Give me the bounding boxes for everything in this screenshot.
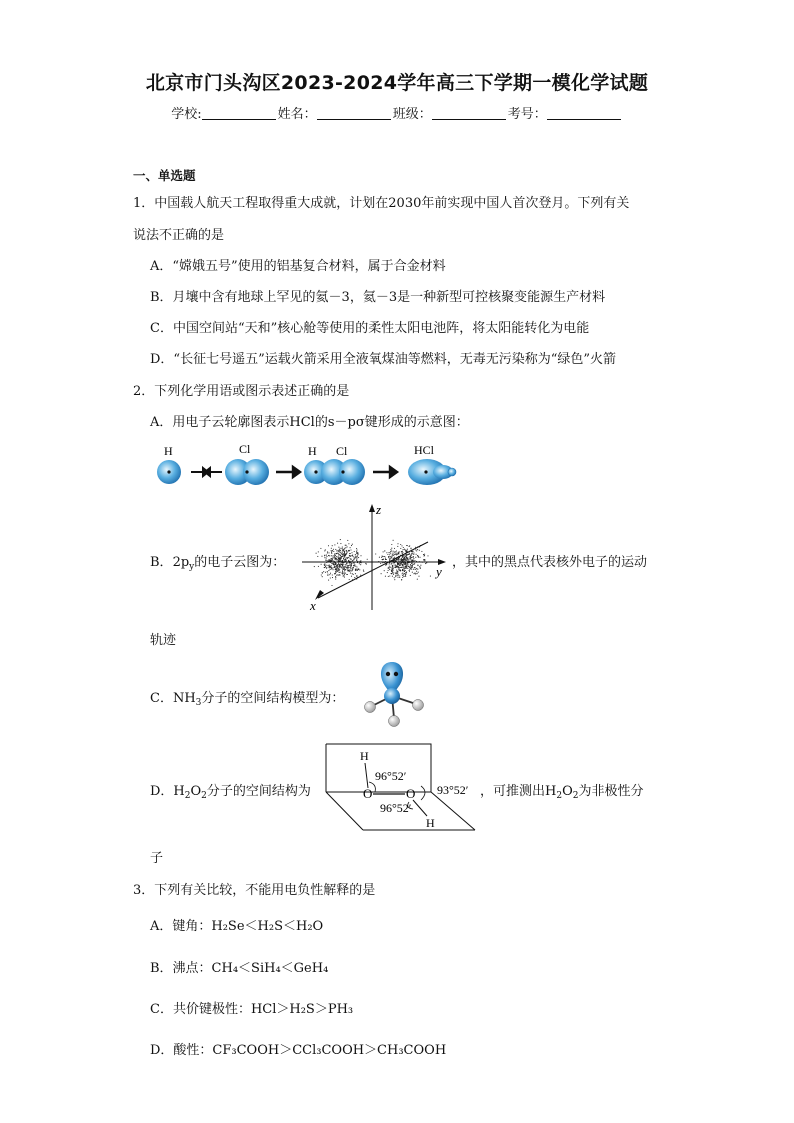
q1-stem-line1: 1．中国载人航天工程取得重大成就，计划在2030年前实现中国人首次登月。下列有关	[133, 196, 630, 211]
nh3-model-figure	[358, 658, 428, 730]
h-atom-top: H	[360, 749, 369, 763]
q2-option-d-line2: 子	[150, 851, 164, 866]
axis-z-label: z	[376, 502, 382, 517]
page-title: 北京市门头沟区2023-2024学年高三下学期一模化学试题	[145, 72, 649, 94]
label-cl-2: Cl	[336, 444, 348, 458]
q1-option-c: C．中国空间站“天和”核心舱等使用的柔性太阳电池阵，将太阳能转化为电能	[150, 321, 590, 336]
label-h-2: H	[308, 444, 317, 458]
class-blank	[432, 107, 506, 120]
q1-stem-line2: 说法不正确的是	[133, 228, 225, 243]
q3-option-a: A．键角：H₂Se＜H₂S＜H₂O	[150, 919, 324, 934]
arrow-right-icon	[276, 467, 300, 477]
school-blank	[202, 107, 276, 120]
2py-electron-cloud-figure	[298, 500, 448, 614]
section-heading: 一、单选题	[133, 168, 196, 183]
q3-option-c: C．共价键极性：HCl＞H₂S＞PH₃	[150, 1002, 354, 1017]
h-atom-bottom: H	[426, 816, 435, 830]
q1-option-d: D．“长征七号遥五”运载火箭采用全液氧煤油等燃料，无毒无污染称为“绿色”火箭	[150, 352, 617, 367]
q3-option-d: D．酸性：CF₃COOH＞CCl₃COOH＞CH₃COOH	[150, 1043, 447, 1058]
angle-label-2: 93°52′	[437, 783, 469, 797]
class-label: 班级：	[392, 107, 432, 122]
q2-option-c: C．$NH_3$分子的空间结构模型为：	[150, 691, 345, 708]
angle-label-3: 96°52′	[380, 801, 412, 815]
school-label: 学校:	[171, 107, 202, 122]
angle-label-1: 96°52′	[375, 769, 407, 783]
name-label: 姓名：	[277, 107, 317, 122]
q2-option-d-suffix: ，可推测出$H_2O_2$为非极性分	[480, 784, 644, 801]
q2-option-d-prefix: D．$H_2O_2$分子的空间结构为	[150, 784, 311, 801]
axis-x-label: x	[310, 598, 316, 613]
h2o2-structure-figure	[325, 742, 477, 834]
q3-stem: 3．下列有关比较，不能用电负性解释的是	[133, 883, 376, 898]
q2-option-a: A．用电子云轮廓图表示HCl的s－pσ键形成的示意图：	[150, 415, 469, 430]
q2-option-b-suffix: ，其中的黑点代表核外电子的运动	[452, 555, 648, 570]
arrow-left-icon	[205, 468, 222, 476]
o-atom-right: O	[406, 786, 416, 801]
nitrogen-atom	[384, 688, 400, 704]
hydrogen-atom	[365, 702, 376, 713]
student-info-line	[0, 103, 794, 122]
q3-option-b: B．沸点：CH₄＜SiH₄＜GeH₄	[150, 961, 329, 976]
exam-no-label: 考号：	[507, 107, 547, 122]
label-h-1: H	[164, 444, 173, 458]
hydrogen-atom	[389, 716, 400, 727]
orbital-overlap-figure	[150, 438, 470, 494]
q1-option-b: B．月壤中含有地球上罕见的氦－3，氦－3是一种新型可控核聚变能源生产材料	[150, 290, 606, 305]
hydrogen-atom	[413, 700, 424, 711]
q1-option-a: A．“嫦娥五号”使用的铝基复合材料，属于合金材料	[150, 259, 446, 274]
q2-option-b-line2: 轨迹	[150, 633, 177, 648]
arrow-right-icon	[373, 467, 397, 477]
label-cl-1: Cl	[239, 442, 251, 456]
name-blank	[317, 107, 391, 120]
q2-stem: 2．下列化学用语或图示表述正确的是	[133, 384, 350, 399]
exam-no-blank	[547, 107, 621, 120]
q2-option-b-prefix: B．$2p_y$的电子云图为：	[150, 555, 286, 572]
label-hcl: HCl	[414, 443, 435, 457]
axis-y-label: y	[436, 564, 442, 579]
o-atom-left: O	[363, 786, 373, 801]
